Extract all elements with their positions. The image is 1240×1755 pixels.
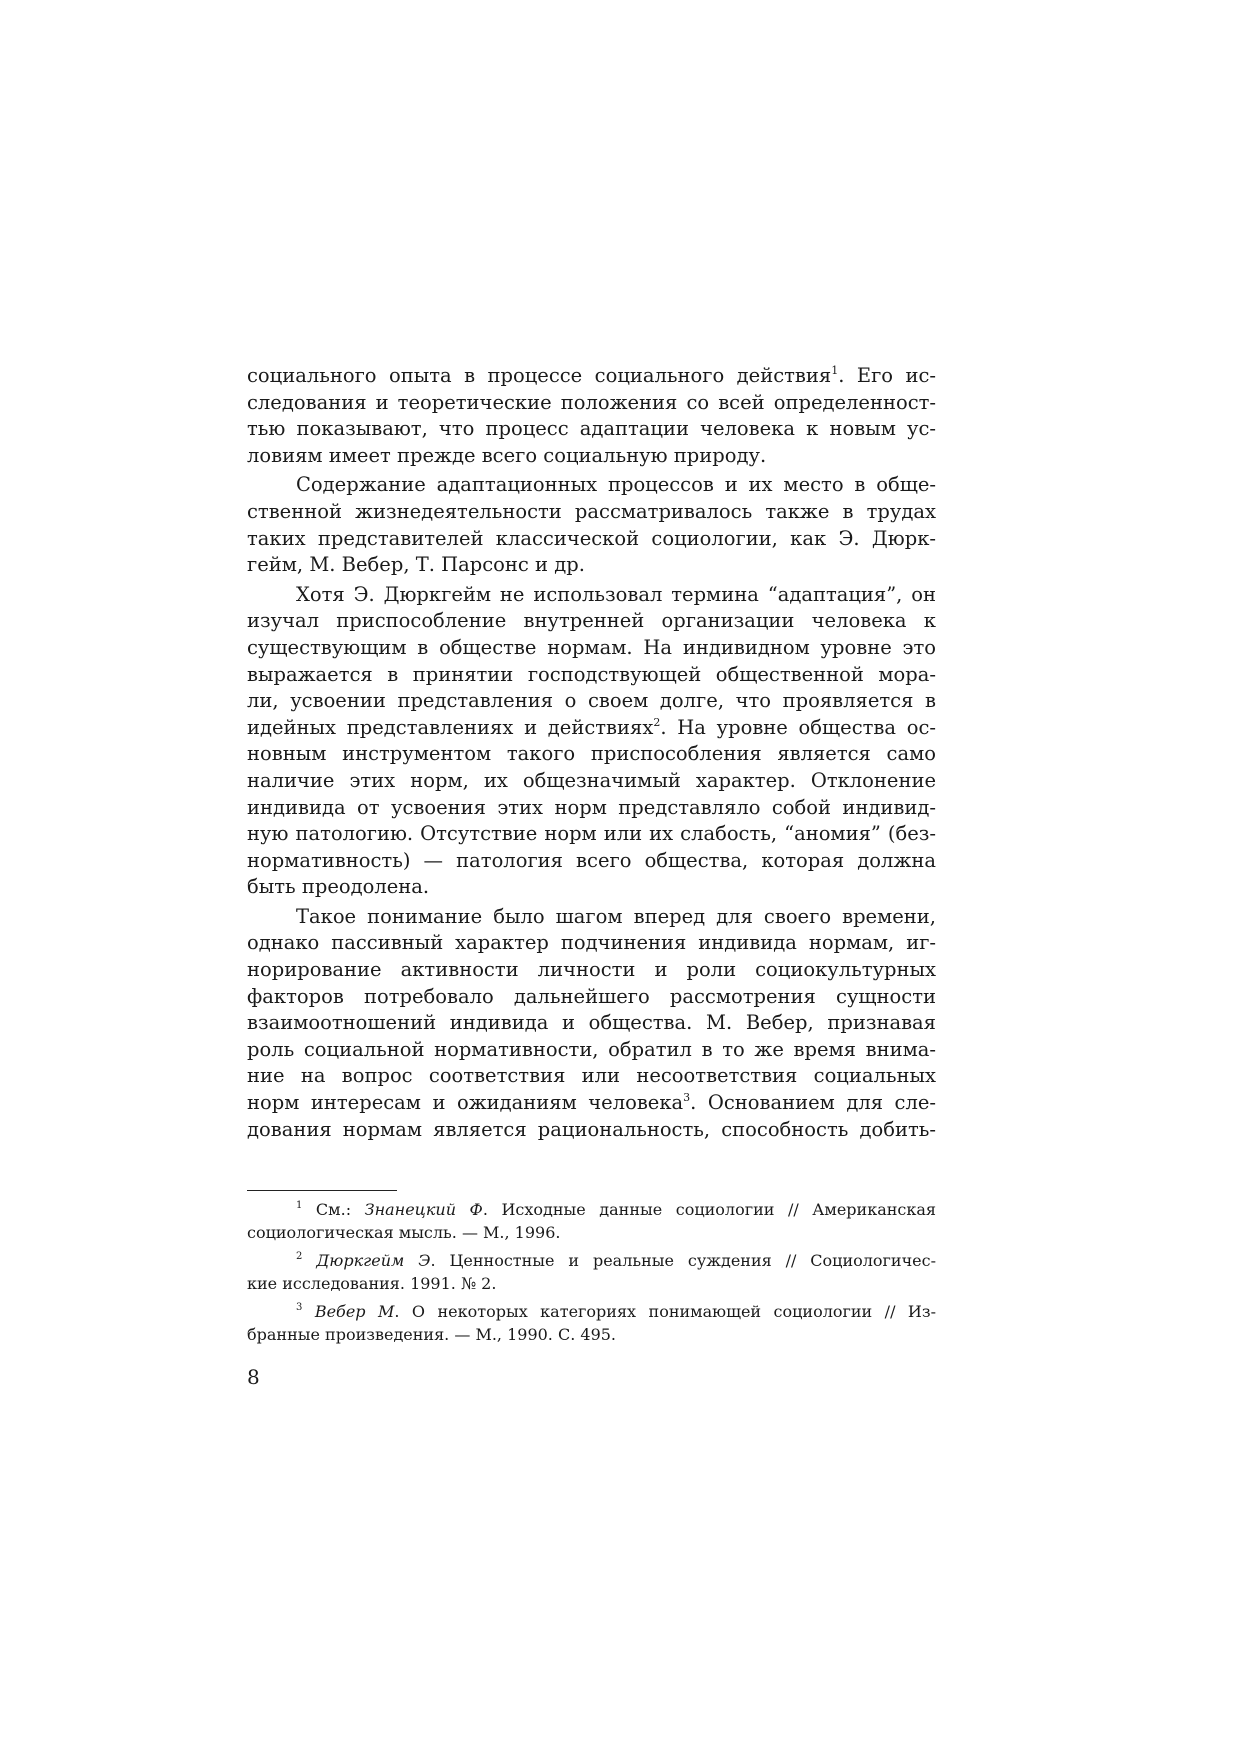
author-name: Дюркгейм Э <box>316 1251 431 1270</box>
text-line: следования и теоретические положения со всей определенност- <box>247 390 936 414</box>
footnote-number: 2 <box>296 1251 303 1262</box>
text-line: Содержание адаптационных процессов и их место в обще- <box>296 473 936 497</box>
text-line: идейных представлениях и действиях$^2$. На уровне общества ос- <box>247 715 936 739</box>
text-line: ли, усвоении представления о своем долге, что проявляется в <box>247 689 936 713</box>
text-line: однако пассивный характер подчинения индивида нормам, иг- <box>247 931 936 955</box>
paragraph <box>247 904 936 1143</box>
text-line: быть преодолена. <box>247 875 430 899</box>
text-line: нормативность) — патология всего общества, которая должна <box>247 848 936 872</box>
text-line: гейм, М. Вебер, Т. Парсонс и др. <box>247 553 585 577</box>
text-line: ловиям имеет прежде всего социальную природу. <box>247 443 767 467</box>
footnote-line: $^3$ Вебер М. О некоторых категориях понимающей социологии // Из- <box>296 1302 936 1321</box>
text-line: роль социальной нормативности, обратил в то же время внима- <box>247 1037 936 1061</box>
footnotes <box>247 1198 936 1346</box>
text-line: изучал приспособление внутренней организации человека к <box>247 609 936 633</box>
paragraph <box>247 363 936 469</box>
footnote-ref[interactable]: 1 <box>831 364 839 377</box>
text-line: ственной жизнедеятельности рассматривалось также в трудах <box>247 499 936 523</box>
footnote-number: 3 <box>296 1302 303 1313</box>
text-line: социального опыта в процессе социального действия$^1$. Его ис- <box>247 364 936 387</box>
paragraph <box>247 472 936 578</box>
text-line: взаимоотношений индивида и общества. М. Вебер, признавая <box>247 1011 936 1035</box>
footnote <box>247 1249 936 1295</box>
text-line: наличие этих норм, их общезначимый характер. Отклонение <box>247 768 936 792</box>
main-text <box>247 363 936 1143</box>
author-name: Вебер М <box>314 1302 395 1321</box>
text-line: дования нормам является рациональность, способность добить- <box>247 1117 936 1141</box>
paragraph <box>247 582 936 901</box>
text-line: факторов потребовало дальнейшего рассмотрения сущности <box>247 984 936 1008</box>
footnote-line: кие исследования. 1991. № 2. <box>247 1274 497 1293</box>
footnote-line: $^1$ См.: Знанецкий Ф. Исходные данные социологии // Американская <box>296 1200 937 1219</box>
footnote-ref[interactable]: 2 <box>653 715 661 729</box>
text-line: индивида от усвоения этих норм представляло собой индивид- <box>247 795 936 819</box>
text-line: выражается в принятии господствующей общественной мора- <box>247 662 936 686</box>
footnote-line: $^2$ Дюркгейм Э. Ценностные и реальные суждения // Социологичес- <box>296 1251 937 1270</box>
author-name: Знанецкий Ф <box>364 1200 483 1219</box>
text-line: норирование активности личности и роли социокультурных <box>247 958 936 982</box>
text-line: ние на вопрос соответствия или несоответствия социальных <box>247 1064 936 1088</box>
footnote-divider <box>247 1190 397 1191</box>
footnote-ref[interactable]: 3 <box>683 1091 691 1105</box>
text-line: новным инструментом такого приспособления является само <box>247 742 936 766</box>
text-line: таких представителей классической социологии, как Э. Дюрк- <box>247 526 936 550</box>
footnote-line: социологическая мысль. — М., 1996. <box>247 1223 561 1242</box>
text-line: Хотя Э. Дюркгейм не использовал термина “адаптация”, он <box>296 582 936 606</box>
footnote <box>247 1198 936 1244</box>
text-line: тью показывают, что процесс адаптации человека к новым ус- <box>247 417 936 441</box>
footnote <box>247 1300 936 1346</box>
text-line: существующим в обществе нормам. На индивидном уровне это <box>247 635 936 659</box>
text-line: ную патологию. Отсутствие норм или их слабость, “аномия” (без- <box>247 822 936 846</box>
footnote-line: бранные произведения. — М., 1990. С. 495. <box>247 1325 617 1344</box>
footnote-number: 1 <box>296 1200 303 1211</box>
text-line: норм интересам и ожиданиям человека$^3$. Основанием для сле- <box>247 1091 936 1115</box>
text-line: Такое понимание было шагом вперед для своего времени, <box>296 904 936 928</box>
page-number: 8 <box>247 1365 260 1389</box>
